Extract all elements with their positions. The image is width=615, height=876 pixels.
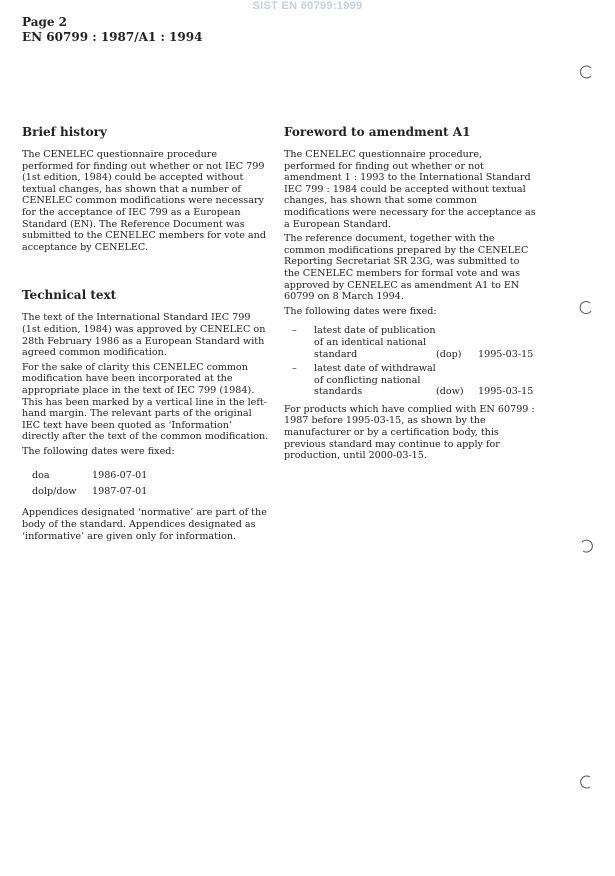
foreword-paragraph-2: The reference document, together with the common modifications prepared by the CENELEC Reporting Secretariat SR 23G, was submitted to the CENELEC members for formal vote and was approved by CENELEC as amendment A1 to EN 60799 on 8 March 1994. xyxy=(284,233,529,303)
foreword-paragraph-1: The CENELEC questionnaire procedure, performed for finding out whether or not amendment 1 : 1993 to the International Standard IEC 799 : 1984 could be accepted without textual changes, has shown that some common modifications were necessary for the acceptance as a European Standard. xyxy=(284,149,536,230)
foreword-paragraph-4: For products which have complied with EN 60799 : 1987 before 1995-03-15, as shown by the manufacturer or by a certification body, this previous standard may continue to apply for production, until 2000-03-15. xyxy=(284,403,535,462)
list-dash: – xyxy=(292,363,297,375)
list-item xyxy=(292,363,536,398)
punch-hole-mark xyxy=(578,774,594,790)
fixed-dates-list xyxy=(292,325,536,398)
watermark: SIST EN 60799:1999 xyxy=(252,0,363,12)
dates-row xyxy=(32,467,270,483)
list-item-text: latest date of publication of an identical national standard xyxy=(314,325,436,360)
dates-row xyxy=(32,483,270,499)
technical-text-heading: Technical text xyxy=(22,288,117,303)
punch-hole-mark xyxy=(578,64,594,80)
date-code: dolp/dow xyxy=(32,485,77,497)
foreword-paragraph-3: The following dates were fixed: xyxy=(284,305,437,317)
list-item-date: 1995-03-15 xyxy=(478,348,534,360)
standard-reference: EN 60799 : 1987/A1 : 1994 xyxy=(22,30,203,44)
right-column xyxy=(284,125,536,465)
brief-history-heading: Brief history xyxy=(22,125,107,139)
foreword-heading: Foreword to amendment A1 xyxy=(284,125,471,139)
technical-text-paragraph-3: The following dates were fixed: xyxy=(22,445,175,457)
technical-text-paragraph-1: The text of the International Standard IEC 799 (1st edition, 1984) was approved by CENELEC on 28th February 1986 as a European Standard with agreed common modification. xyxy=(22,312,266,359)
list-dash: – xyxy=(292,325,297,337)
brief-history-text: The CENELEC questionnaire procedure performed for finding out whether or not IEC 799 (1st edition, 1984) could be accepted without textual changes, has shown that a number of CENELEC common modifications were necessary for the acceptance of IEC 799 as a European Standard (EN). The Reference Document was submitted to the CENELEC members for vote and acceptance by CENELEC. xyxy=(22,149,266,253)
technical-text-paragraph-2: For the sake of clarity this CENELEC common modification have been incorporated at the appropriate place in the text of IEC 799 (1984). This has been marked by a vertical line in the left-hand margin. The relevant parts of the original IEC text have been quoted as ‘Information’ directly after the text of the common modification. xyxy=(22,361,269,443)
list-item-date: 1995-03-15 xyxy=(478,386,534,398)
list-item-code: (dow) xyxy=(436,386,464,398)
date-value: 1986-07-01 xyxy=(92,469,148,481)
page-number: Page 2 xyxy=(22,15,68,29)
list-item xyxy=(292,325,536,360)
punch-hole-mark xyxy=(578,538,594,554)
dates-table xyxy=(32,467,270,499)
list-item-text: latest date of withdrawal of conflicting national standards xyxy=(314,363,436,398)
appendices-note: Appendices designated ‘normative’ are part of the body of the standard. Appendices designated as ‘informative’ are given only for information. xyxy=(22,507,267,542)
date-code: doa xyxy=(32,469,50,481)
page-header xyxy=(22,15,202,45)
left-column xyxy=(22,125,270,545)
list-item-code: (dop) xyxy=(436,348,462,360)
date-value: 1987-07-01 xyxy=(92,485,148,497)
punch-hole-mark xyxy=(578,300,594,316)
